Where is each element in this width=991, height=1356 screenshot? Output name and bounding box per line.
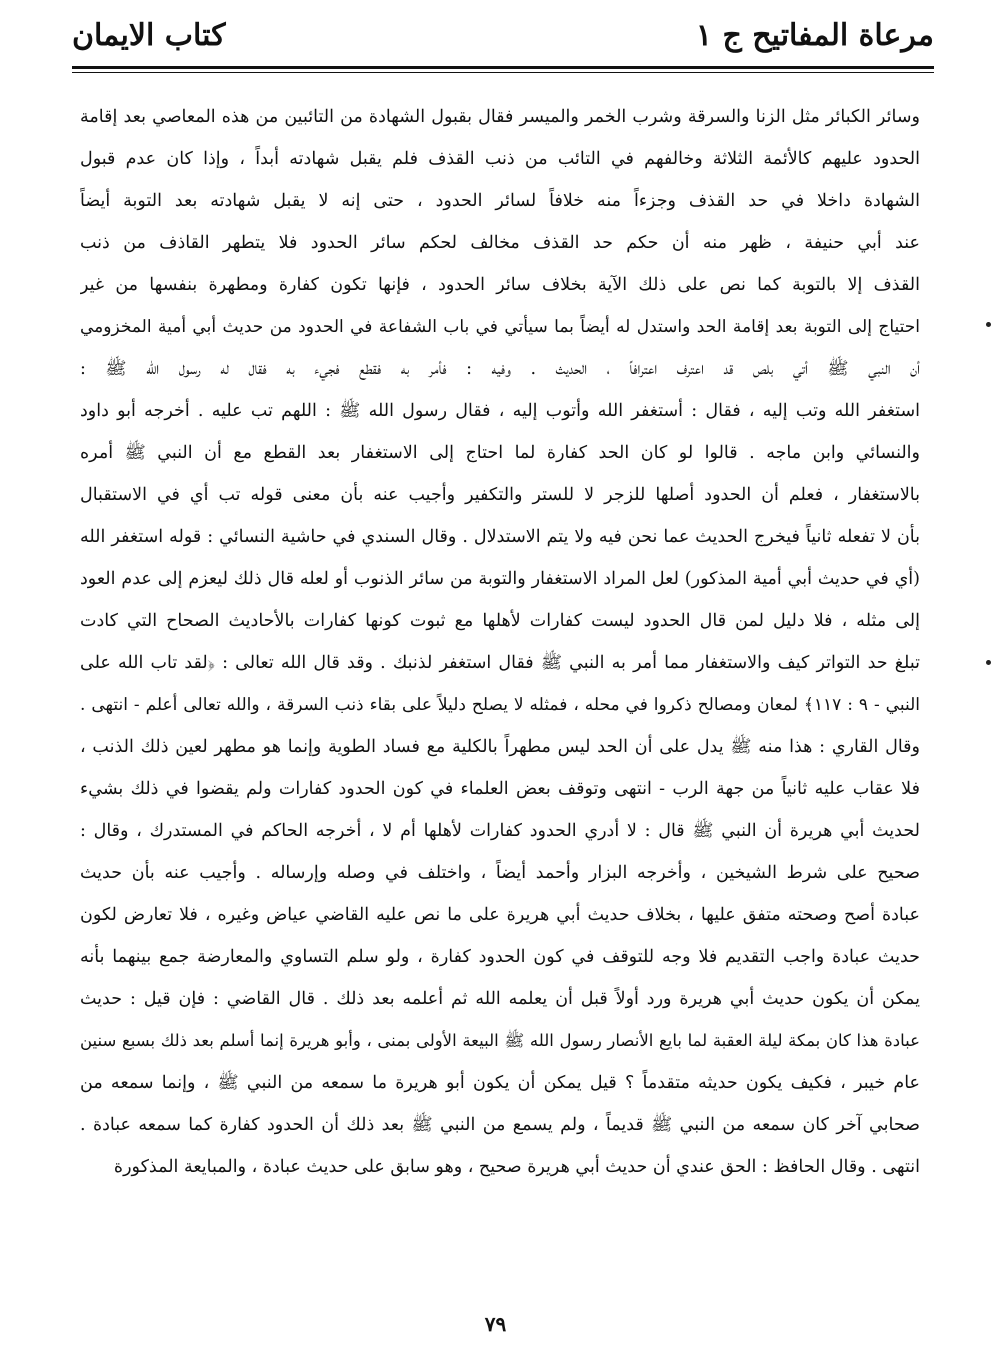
margin-mark (986, 660, 991, 665)
text-line: بالاستغفار ، فعلم أن الحدود أصلها للزجر لا للستر والتكفير وأجيب عنه بأن معنى قوله تب أي في الاستقبال (80, 485, 920, 505)
text-line: وقال القاري : هذا منه ﷺ يدل على أن الحد ليس مطهراً بالكلية مع فساد الطوية وإنما هو مطهر لعين ذلك الذنب ، (80, 737, 920, 757)
text-line: الحدود عليهم كالأئمة الثلاثة وخالفهم في التائب من ذنب القذف فلم يقبل شهادته أبداً ، وإذا كان عدم قبول (80, 149, 920, 169)
margin-mark (986, 322, 991, 327)
text-line: صحيح على شرط الشيخين ، وأخرجه البزار وأحمد أيضاً ، واختلف في وصله وإرساله . وأجيب عنه بأن حديث (80, 863, 920, 883)
text-line: يمكن أن يكون حديث أبي هريرة ورد أولاً قبل أن يعلمه الله ثم أعلمه بعد ذلك . قال القاضي : فإن قيل : حديث (80, 989, 920, 1009)
text-line: عام خيبر ، فكيف يكون حديثه متقدماً ؟ قيل يمكن أن يكون أبو هريرة ما سمعه من النبي ﷺ ، وإنما سمعه من (80, 1073, 920, 1093)
text-line: إلى مثله ، فلا دليل لمن قال الحدود ليست كفارات لأهلها مع ثبوت كونها كفارات بالأحاديث الصحاح التي كادت (80, 611, 920, 631)
header-rule-thick (72, 66, 934, 69)
text-line: استغفر الله وتب إليه ، فقال : أستغفر الله وأتوب إليه ، فقال رسول الله ﷺ : اللهم تب عليه . أخرجه أبو داود (80, 401, 920, 421)
text-line: وسائر الكبائر مثل الزنا والسرقة وشرب الخمر والميسر فقال بقبول الشهادة من التائبين من هذه المعاصي بعد إقامة (80, 107, 920, 127)
text-line: احتياج إلى التوبة بعد إقامة الحد واستدل له أيضاً بما سيأتي في باب الشفاعة في الحدود من حديث أبي أمية المخزومي (80, 317, 920, 337)
running-header (72, 14, 934, 66)
text-line: والنسائي وابن ماجه . قالوا لو كان الحد كفارة لما احتاج إلى الاستغفار بعد القطع مع أن النبي ﷺ أمره (80, 443, 920, 463)
text-line: (أي في حديث أبي أمية المذكور) لعل المراد الاستغفار والتوبة من سائر الذنوب أو لعله قال ذلك ليعزم إلى عدم العود (80, 569, 920, 589)
text-line: الشهادة داخلا في حد القذف وجزءاً منه خلافاً لسائر الحدود ، حتى إنه لا يقبل شهادته بعد التوبة أيضاً (80, 191, 920, 211)
text-line: عند أبي حنيفة ، ظهر منه أن حكم حد القذف مخالف لحكم سائر الحدود فلا يتطهر القاذف من ذنب (80, 233, 920, 253)
header-rule-thin (72, 72, 934, 73)
page-number: ٧٩ (484, 1312, 507, 1336)
text-line: بأن لا تفعله ثانياً فيخرج الحديث عما نحن فيه ولا يتم الاستدلال . وقال السندي في حاشية النسائي : قوله استغفر الله (80, 527, 920, 547)
chapter-title: كتاب الايمان (72, 18, 226, 53)
text-line: النبي - ٩ : ١١٧﴾ لمعان ومصالح ذكروا في محله ، فمثله لا يصلح دليلاً على بقاء ذنب السرقة ، والله تعالى أعلم - انتهى . (80, 695, 920, 715)
text-line: فلا عقاب عليه ثانياً من جهة الرب - انتهى وتوقف بعض العلماء في كون الحدود كفارات ولم يقضوا في ذلك بشيء (80, 779, 920, 799)
text-line: عبادة أصح وصحته متفق عليها ، بخلاف حديث أبي هريرة على ما نص عليه القاضي عياض وغيره ، فلا تعارض لكون (80, 905, 920, 925)
text-line: القذف إلا بالتوبة كما نص على ذلك الآية بخلاف سائر الحدود ، فإنها تكون كفارة ومطهرة بنفسها من غير (80, 275, 920, 295)
text-line: حديث عبادة واجب التقديم فلا وجه للتوقف في كون الحدود كفارة ، ولو سلم التساوي والمعارضة جمع بينهما بأنه (80, 947, 920, 967)
text-line: عبادة هذا كان بمكة ليلة العقبة لما بايع الأنصار رسول الله ﷺ البيعة الأولى بمنى ، وأبو هريرة إنما أسلم بعد ذلك بسبع سنين (80, 1031, 920, 1050)
text-line: صحابي آخر كان سمعه من النبي ﷺ قديماً ، ولم يسمع من النبي ﷺ بعد ذلك أن الحدود كفارة كما سمعه عبادة . (80, 1115, 920, 1135)
book-title: مرعاة المفاتيح ج ١ (695, 18, 934, 53)
text-line: انتهى . وقال الحافظ : الحق عندي أن حديث أبي هريرة صحيح ، وهو سابق على حديث عبادة ، والمبايعة المذكورة (113, 1157, 920, 1177)
text-line: تبلغ حد التواتر كيف والاستغفار مما أمر به النبي ﷺ فقال استغفر لذنبك . وقد قال الله تعالى : ﴿لقد تاب الله على (80, 653, 920, 673)
body-text (80, 96, 920, 1188)
text-line: لحديث أبي هريرة أن النبي ﷺ قال : لا أدري الحدود كفارات لأهلها أم لا ، أخرجه الحاكم في المستدرك ، وقال : (80, 821, 920, 841)
text-line: أن النبي ﷺ أتي بلص قد اعترف اعترافاً ، الحديث . وفيه : فأمر به فقطع فجيء به فقال له رسول الله ﷺ : (80, 359, 920, 379)
